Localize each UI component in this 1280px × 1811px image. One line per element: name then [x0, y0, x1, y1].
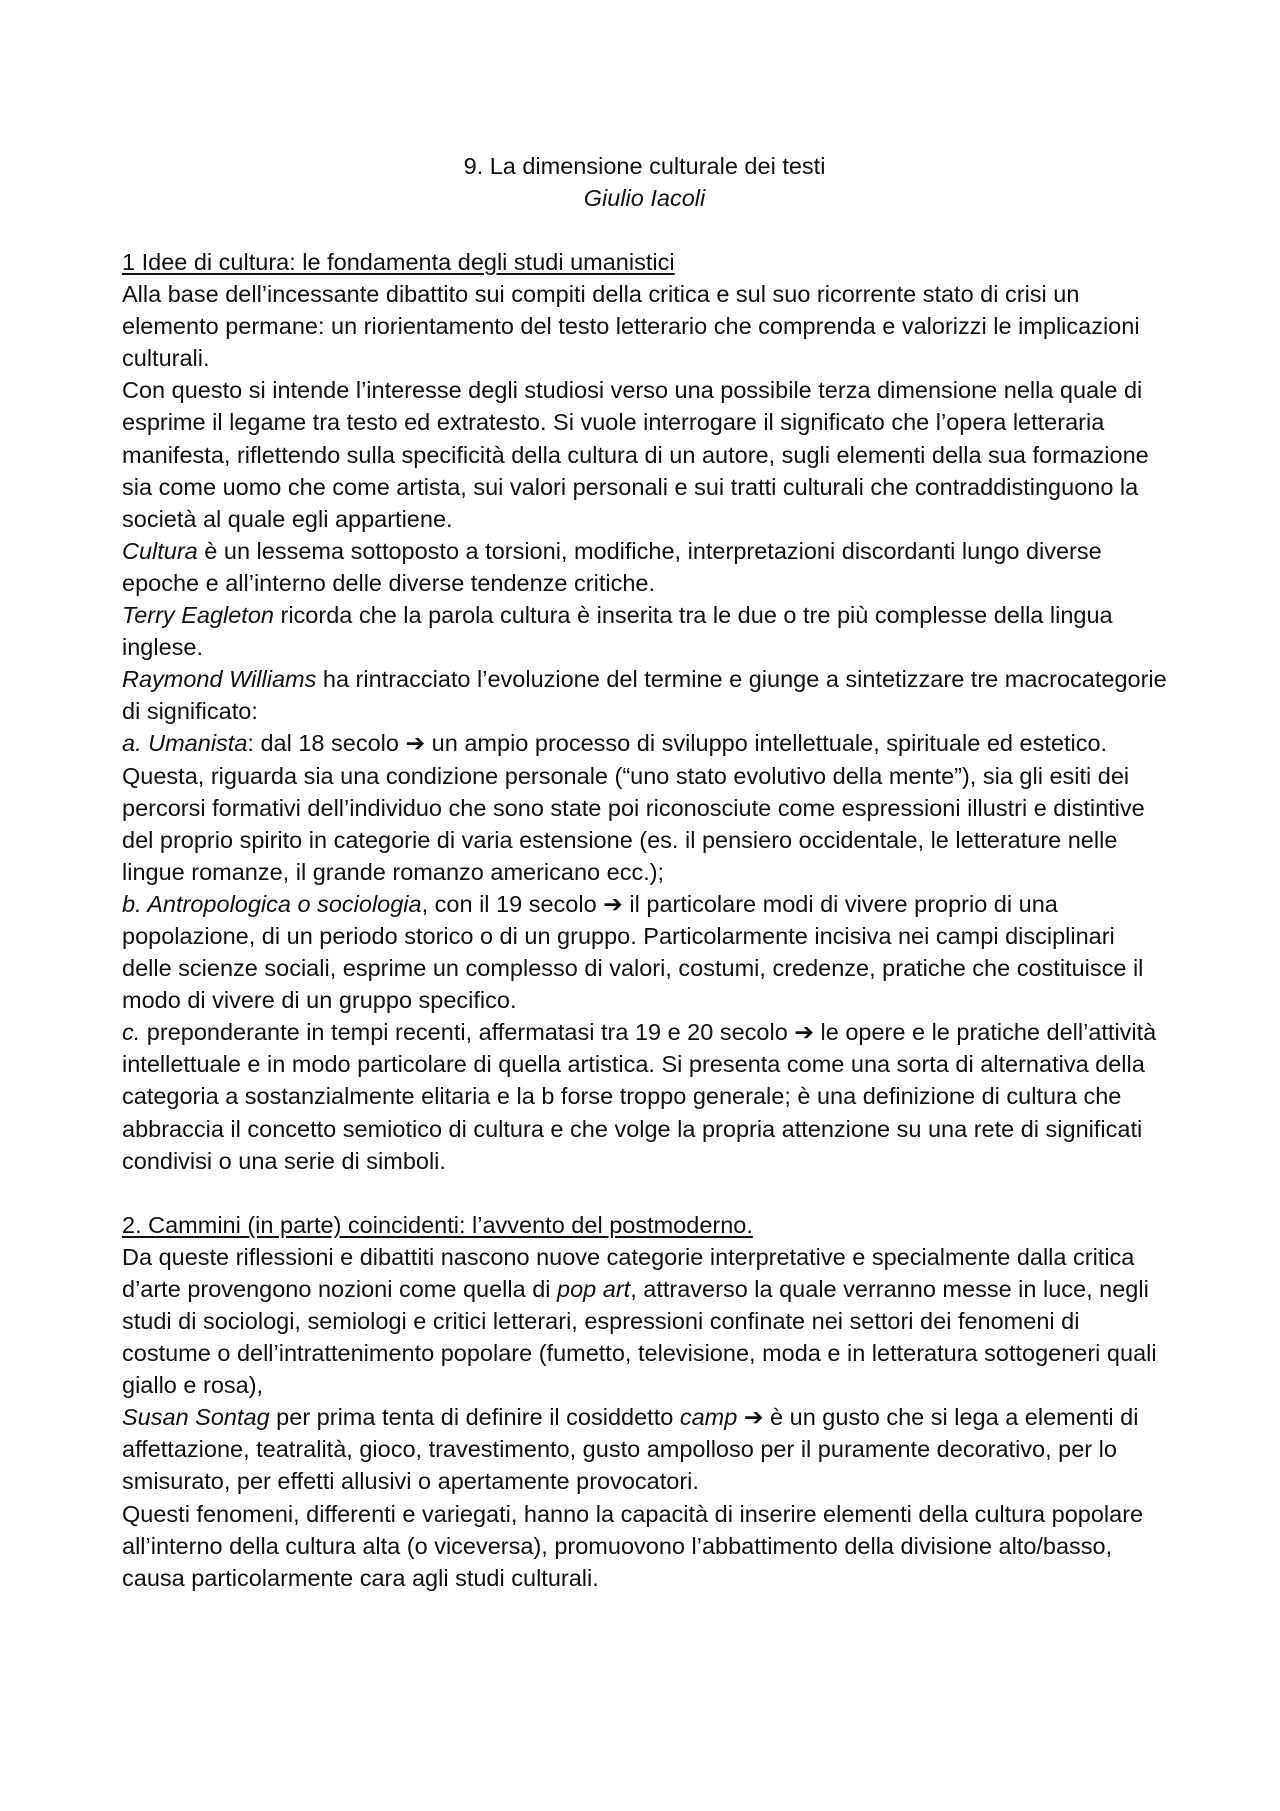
document-title: 9. La dimensione culturale dei testi [463, 153, 826, 179]
term-pop-art: pop art [557, 1275, 631, 1302]
term-cultura: Cultura [122, 537, 198, 564]
section-1-paragraph-5 [122, 663, 1167, 727]
name-terry-eagleton: Terry Eagleton [122, 602, 274, 629]
document-author: Giulio Iacoli [583, 185, 706, 211]
category-a-text: : dal 18 secolo ➔ un ampio processo di sviluppo intellettuale, spirituale ed estetico. Questa, riguarda sia una condizione personale (“uno stato evolutivo della mente”), sia gli esiti dei percorsi formativi dell’individuo che sono state poi riconosciute come espressioni illustri e distintive del proprio spirito in categorie di varia estensione (es. il pensiero occidentale, le letterature nelle lingue romanze, il grande romanzo americano ecc.); [122, 730, 1145, 885]
category-a [122, 727, 1167, 887]
category-b [122, 888, 1167, 1016]
paragraph-text: è un lessema sottoposto a torsioni, modifiche, interpretazioni discordanti lungo diverse epoche e all’interno delle diverse tendenze critiche. [122, 537, 1102, 596]
section-1-paragraph-4 [122, 599, 1167, 663]
section-1 [122, 246, 1167, 1177]
section-1-paragraph-1: Alla base dell’incessante dibattito sui compiti della critica e sul suo ricorrente stato di crisi un elemento permane: un riorientamento del testo letterario che comprenda e valorizzi le implicazioni culturali. [122, 281, 1140, 372]
name-susan-sontag: Susan Sontag [122, 1404, 270, 1431]
section-2-paragraph-1 [122, 1241, 1167, 1401]
category-c-text: preponderante in tempi recenti, affermatasi tra 19 e 20 secolo ➔ le opere e le pratiche dell’attività intellettuale e in modo particolare di quella artistica. Si presenta come una sorta di alternativa della categoria a sostanzialmente elitaria e la b forse troppo generale; è una definizione di cultura che abbraccia il concetto semiotico di cultura e che volge la propria attenzione su una rete di significati condivisi o una serie di simboli. [122, 1019, 1157, 1174]
section-2-paragraph-3: Questi fenomeni, differenti e variegati, hanno la capacità di inserire elementi della cultura popolare all’interno della cultura alta (o viceversa), promuovono l’abbattimento della divisione alto/basso, causa particolarmente cara agli studi culturali. [122, 1500, 1144, 1591]
section-2 [122, 1209, 1167, 1594]
section-2-heading: 2. Cammini (in parte) coincidenti: l’avvento del postmoderno. [122, 1211, 753, 1238]
term-camp: camp [679, 1404, 738, 1431]
category-b-text: , con il 19 secolo ➔ il particolare modi di vivere proprio di una popolazione, di un periodo storico o di un gruppo. Particolarmente incisiva nei campi disciplinari delle scienze sociali, esprime un complesso di valori, costumi, credenze, pratiche che costituisce il modo di vivere di un gruppo specifico. [122, 890, 1144, 1014]
section-1-paragraph-2: Con questo si intende l’interesse degli studiosi verso una possibile terza dimensione nella quale di esprime il legame tra testo ed extratesto. Si vuole interrogare il significato che l’opera letteraria manifesta, riflettendo sulla specificità della cultura di un autore, sugli elementi della sua formazione sia come uomo che come artista, sui valori personali e sui tratti culturali che contraddistinguono la società al quale egli appartiene. [122, 377, 1149, 532]
category-b-label: b. Antropologica o sociologia [122, 890, 422, 917]
category-c-label: c. [122, 1019, 141, 1046]
category-a-label: a. Umanista [122, 730, 248, 757]
section-spacer [122, 1177, 1167, 1209]
title-block [122, 150, 1167, 214]
paragraph-text: Da queste riflessioni e dibattiti nascono nuove categorie interpretative e specialmente dalla critica d’arte provengono nozioni come quella di [122, 1243, 1135, 1302]
section-2-paragraph-2 [122, 1401, 1167, 1497]
paragraph-text: , attraverso la quale verranno messe in luce, negli studi di sociologi, semiologi e critici letterari, espressioni confinate nei settori dei fenomeni di costume o dell’intrattenimento popolare (fumetto, televisione, moda e in letteratura sottogeneri quali giallo e rosa), [122, 1275, 1157, 1399]
section-1-paragraph-3 [122, 535, 1167, 599]
category-c [122, 1016, 1167, 1176]
name-raymond-williams: Raymond Williams [122, 666, 317, 693]
section-1-heading: 1 Idee di cultura: le fondamenta degli studi umanistici [122, 249, 675, 275]
paragraph-text: ➔ è un gusto che si lega a elementi di affettazione, teatralità, gioco, travestimento, gusto ampolloso per il puramente decorativo, per lo smisurato, per effetti allusivi o apertamente provocatori. [122, 1404, 1139, 1495]
paragraph-text: per prima tenta di definire il cosiddetto [269, 1404, 680, 1431]
document-body [122, 150, 1167, 1594]
paragraph-text: ricorda che la parola cultura è inserita tra le due o tre più complesse della lingua inglese. [122, 602, 1113, 661]
paragraph-text: ha rintracciato l’evoluzione del termine e giunge a sintetizzare tre macrocategorie di significato: [122, 666, 1167, 725]
